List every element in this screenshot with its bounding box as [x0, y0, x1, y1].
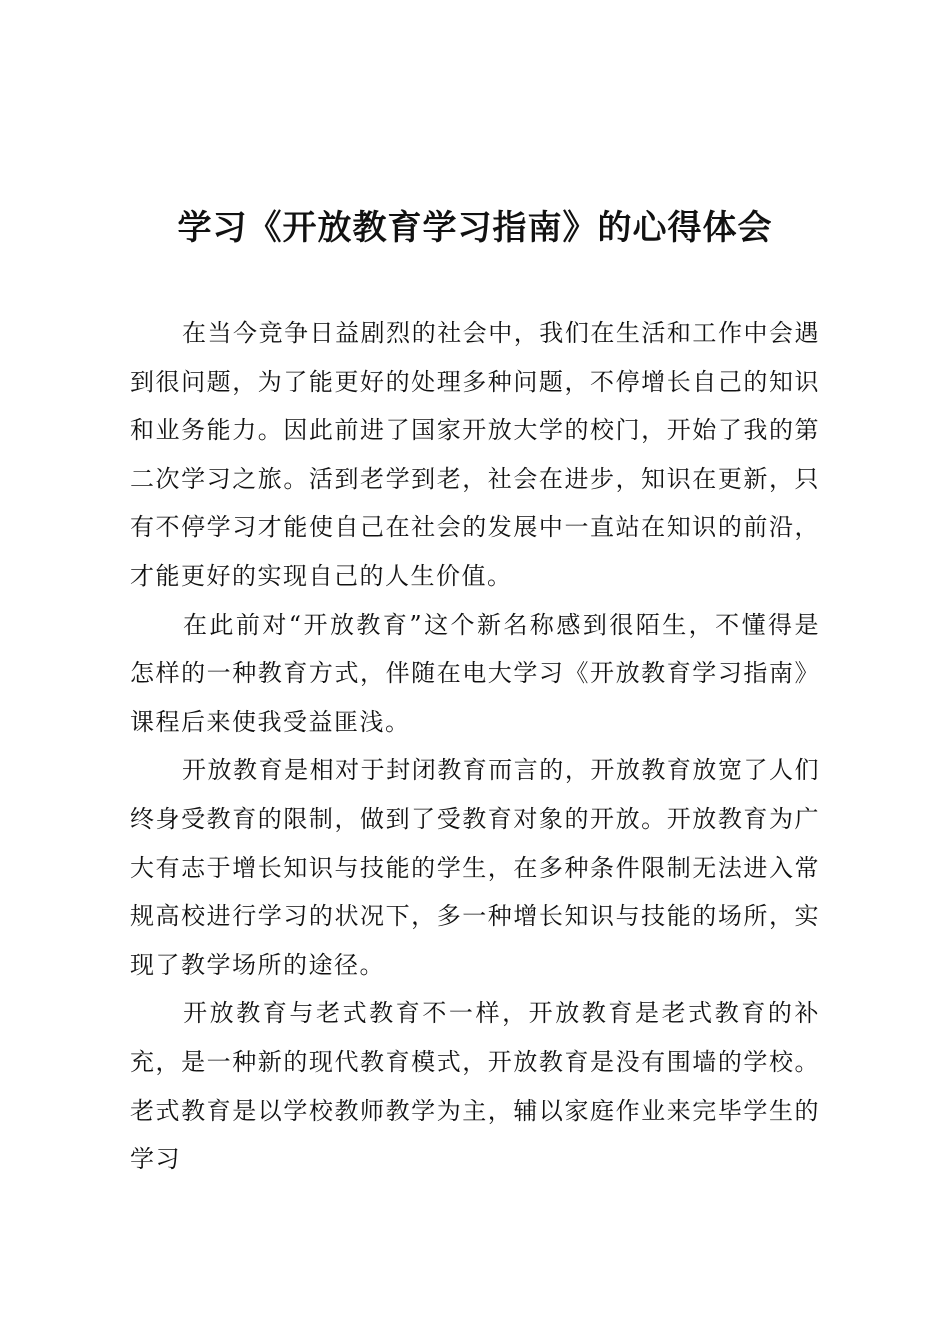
paragraph-2	[130, 601, 820, 747]
paragraph-text: 开放教育与老式教育不一样，开放教育是老式教育的补充，是一种新的现代教育模式，开放教育是没有围墙的学校。老式教育是以学校教师教学为主，辅以家庭作业来完毕学生的学习	[130, 999, 820, 1174]
paragraph-text: 在当今竞争日益剧烈的社会中，我们在生活和工作中会遇到很问题，为了能更好的处理多种问题，不停增长自己的知识和业务能力。因此前进了国家开放大学的校门，开始了我的第二次学习之旅。活到老学到老，社会在进步，知识在更新，只有不停学习才能使自己在社会的发展中一直站在知识的前沿，才能更好的实现自己的人生价值。	[130, 319, 820, 590]
paragraph-4	[130, 989, 820, 1183]
paragraph-1	[130, 309, 820, 601]
paragraph-text: 开放教育是相对于封闭教育而言的，开放教育放宽了人们终身受教育的限制，做到了受教育对象的开放。开放教育为广大有志于增长知识与技能的学生，在多种条件限制无法进入常规高校进行学习的状况下，多一种增长知识与技能的场所，实现了教学场所的途径。	[130, 756, 820, 979]
document-title: 学习《开放教育学习指南》的心得体会	[177, 208, 773, 248]
paragraph-3	[130, 746, 820, 989]
paragraph-text: 在此前对“开放教育”这个新名称感到很陌生，不懂得是怎样的一种教育方式，伴随在电大学习《开放教育学习指南》课程后来使我受益匪浅。	[130, 610, 820, 736]
document-body	[130, 309, 820, 1184]
